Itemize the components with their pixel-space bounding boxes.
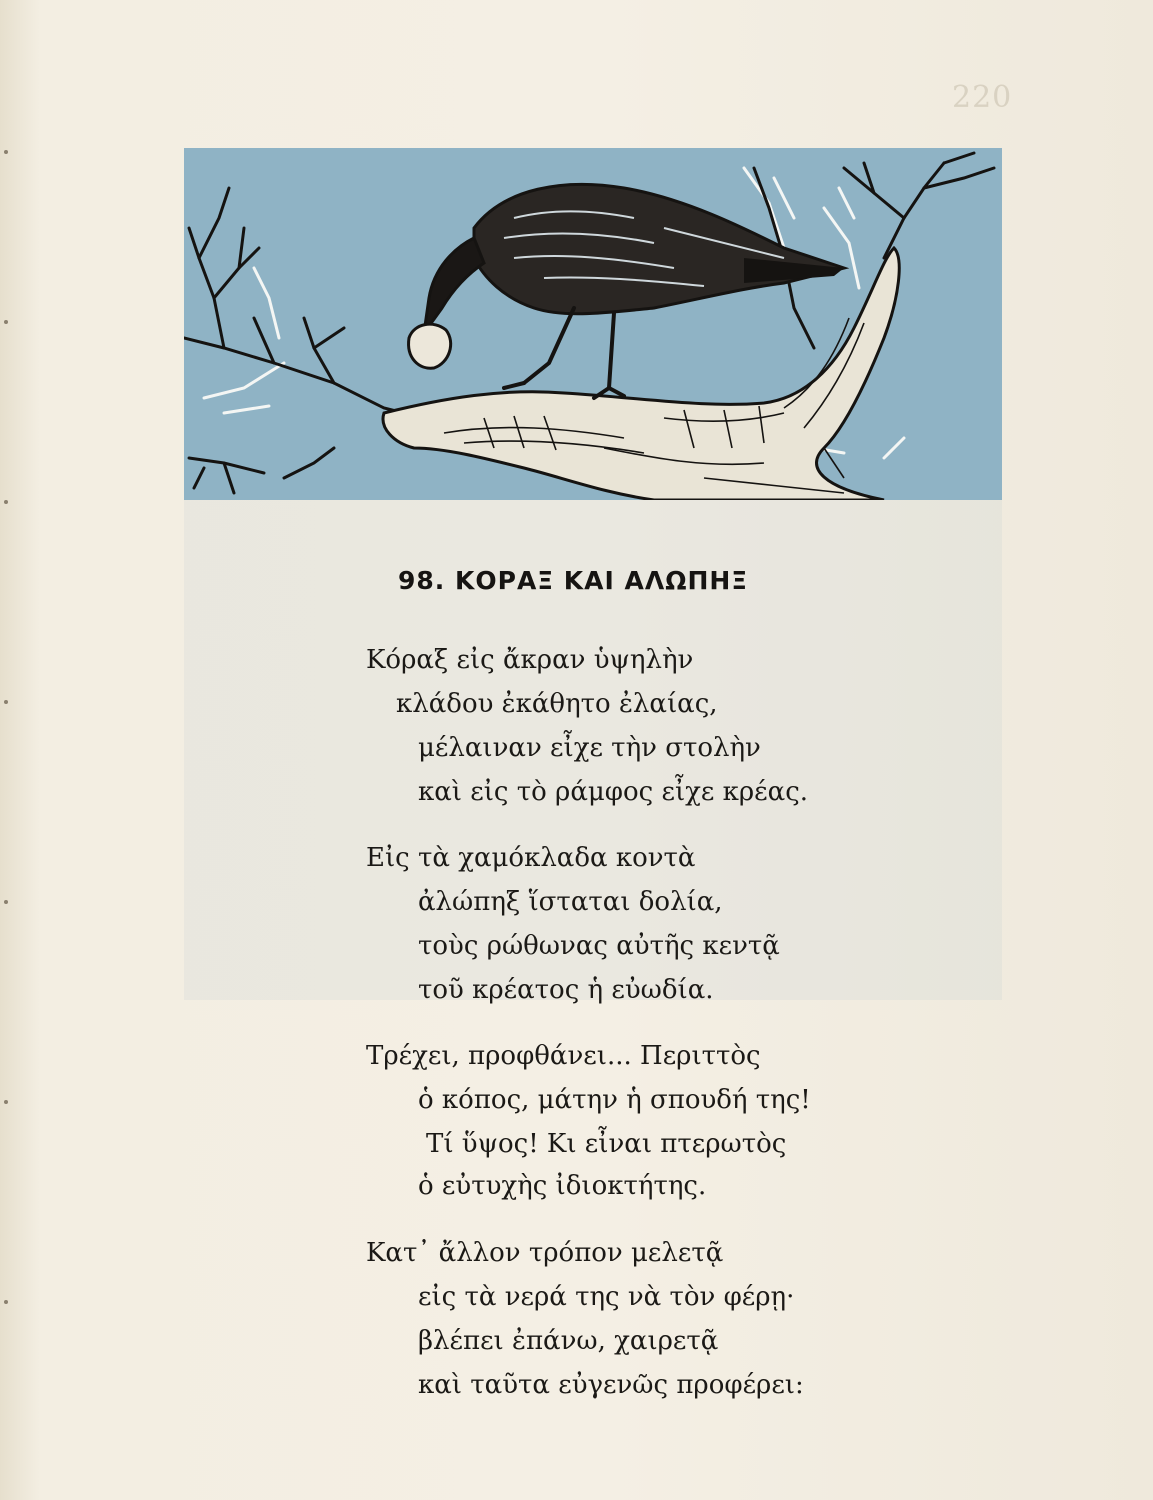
- poem-line: ὁ κόπος, μάτην ἡ σπουδή της!: [418, 1085, 811, 1115]
- poem-line: καὶ ταῦτα εὐγενῶς προφέρει:: [418, 1370, 804, 1400]
- poem-line: καὶ εἰς τὸ ράμφος εἶχε κρέας.: [418, 777, 809, 807]
- illustration-drawing: [184, 148, 1002, 500]
- poem-line: βλέπει ἐπάνω, χαιρετᾷ: [418, 1326, 719, 1356]
- raven-on-branch-illustration: [184, 148, 1002, 500]
- page-number: 220: [952, 80, 1013, 115]
- poem-line: Τρέχει, προφθάνει... Περιττὸς: [366, 1041, 761, 1071]
- poem-title: 98. ΚΟΡΑΞ ΚΑΙ ΑΛΩΠΗΞ: [398, 566, 749, 595]
- poem-line: Κατ᾿ ἄλλον τρόπον μελετᾷ: [366, 1238, 724, 1268]
- poem-line: Τί ὕψος! Κι εἶναι πτερωτὸς: [426, 1129, 787, 1159]
- poem-line: τοῦ κρέατος ἡ εὐωδία.: [418, 975, 714, 1005]
- poem-line: μέλαιναν εἶχε τὴν στολὴν: [418, 733, 761, 763]
- poem-line: Εἰς τὰ χαμόκλαδα κοντὰ: [366, 843, 696, 873]
- poem-line: κλάδου ἐκάθητο ἐλαίας,: [396, 689, 718, 719]
- poem-line: εἰς τὰ νερά της νὰ τὸν φέρῃ·: [418, 1282, 795, 1312]
- poem-line: τοὺς ρώθωνας αὐτῆς κεντᾷ: [418, 931, 780, 961]
- binding-holes: [4, 140, 10, 1440]
- poem-line: ὁ εὐτυχὴς ἰδιοκτήτης.: [418, 1171, 707, 1201]
- poem-line: Κόραξ εἰς ἄκραν ὑψηλὴν: [366, 645, 694, 675]
- poem-line: ἀλώπηξ ἵσταται δολία,: [418, 887, 723, 917]
